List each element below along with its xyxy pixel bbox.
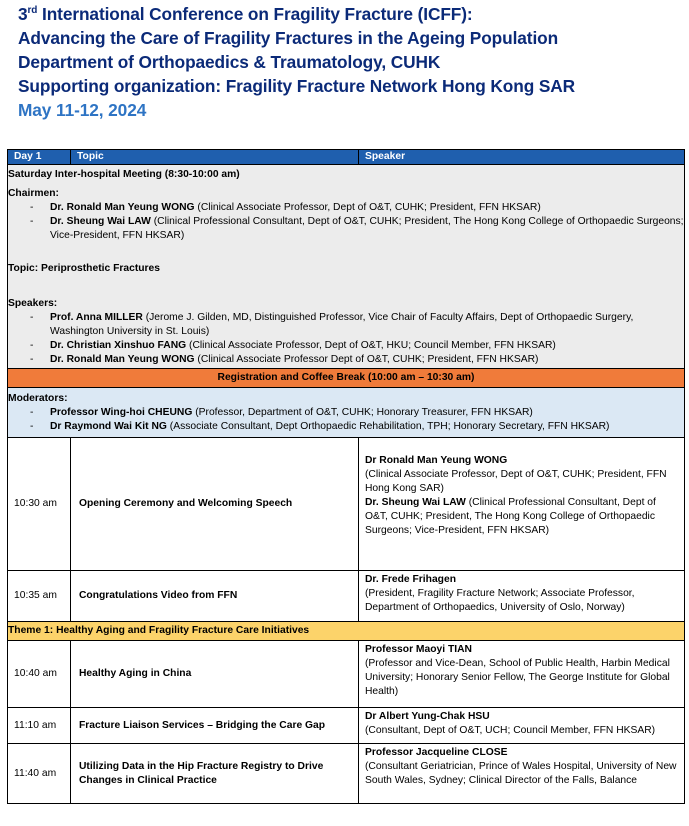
theme-row [8,622,685,641]
session-topic: Opening Ceremony and Welcoming Speech [71,438,359,571]
session-time: 10:40 am [8,641,71,708]
coffee-break-row [8,369,685,388]
inter-hospital-meeting-row [8,165,685,369]
session-speaker: Dr Albert Yung-Chak HSU (Consultant, Dept of O&T, UCH; Council Member, FFN HKSAR) [359,708,685,744]
session-topic: Congratulations Video from FFN [71,571,359,622]
schedule-table [7,149,685,804]
list-item: - Prof. Anna MILLER (Jerome J. Gilden, MD, Distinguished Professor, Vice Chair of Faculty Affairs, Dept of Orthopaedic Surgery, Washington University in St. Louis) [30,312,634,337]
header-topic: Topic [71,150,359,165]
session-row [8,438,685,571]
meeting-topic: Topic: Periprosthetic Fractures [8,263,161,274]
list-item: - Dr Raymond Wai Kit NG (Associate Consultant, Dept Orthopaedic Rehabilitation, TPH; Honorary Secretary, FFN HKSAR) [30,421,610,432]
session-time: 11:10 am [8,708,71,744]
session-speaker: Dr Ronald Man Yeung WONG (Clinical Associate Professor, Dept of O&T, CUHK; President, FFN Hong Kong SAR) Dr. Sheung Wai LAW (Clinical Professional Consultant, Dept of O&T, CUHK; President, The Hong Kong College of Orthopaedic Surgeons; Vice-President, FFN HKSAR) [359,438,685,571]
conference-date: May 11-12, 2024 [18,100,147,120]
session-row [8,744,685,804]
session-row [8,708,685,744]
supporting-org-line: Supporting organization: Fragility Fracture Network Hong Kong SAR [18,76,576,96]
speakers-list [8,311,684,367]
moderators-row [8,388,685,438]
speakers-label: Speakers: [8,298,58,309]
session-topic: Fracture Liaison Services – Bridging the Care Gap [71,708,359,744]
table-header-row [8,150,685,165]
header-day: Day 1 [8,150,71,165]
session-row [8,641,685,708]
department-line: Department of Orthopaedics & Traumatology, CUHK [18,52,441,72]
session-speaker: Professor Maoyi TIAN (Professor and Vice-Dean, School of Public Health, Harbin Medical University; Honorary Senior Fellow, The George Institute for Global Health) [359,641,685,708]
session-topic: Utilizing Data in the Hip Fracture Registry to Drive Changes in Clinical Practice [71,744,359,804]
list-item: - Dr. Sheung Wai LAW (Clinical Professional Consultant, Dept of O&T, CUHK; President, The Hong Kong College of Orthopaedic Surgeons; Vice-President, FFN HKSAR) [30,216,684,241]
document-header [18,2,683,122]
list-item: - Professor Wing-hoi CHEUNG (Professor, Department of O&T, CUHK; Honorary Treasurer, FFN HKSAR) [30,407,533,418]
session-speaker: Professor Jacqueline CLOSE (Consultant Geriatrician, Prince of Wales Hospital, University of New South Wales, Sydney; Clinical Director of the Falls, Balance [359,744,685,804]
moderators-list [8,406,684,434]
list-item: - Dr. Ronald Man Yeung WONG (Clinical Associate Professor Dept of O&T, CUHK; President, FFN HKSAR) [30,354,539,365]
session-topic: Healthy Aging in China [71,641,359,708]
header-speaker: Speaker [359,150,685,165]
session-speaker: Dr. Frede Frihagen (President, Fragility Fracture Network; Associate Professor, Department of Orthopaedics, University of Oslo, Norway) [359,571,685,622]
conference-title: 3rd International Conference on Fragility Fracture (ICFF): [18,4,473,24]
conference-subtitle: Advancing the Care of Fragility Fractures in the Ageing Population [18,28,559,48]
list-item: - Dr. Ronald Man Yeung WONG (Clinical Associate Professor, Dept of O&T, CUHK; President, FFN HKSAR) [30,202,541,213]
list-item: - Dr. Christian Xinshuo FANG (Clinical Associate Professor, Dept of O&T, HKU; Council Member, FFN HKSAR) [30,340,556,351]
coffee-break-label: Registration and Coffee Break (10:00 am – 10:30 am) [8,369,685,388]
moderators-label: Moderators: [8,393,68,404]
session-time: 10:35 am [8,571,71,622]
theme-label: Theme 1: Healthy Aging and Fragility Fracture Care Initiatives [8,622,685,641]
meeting-title: Saturday Inter-hospital Meeting (8:30-10:00 am) [8,169,240,180]
session-time: 10:30 am [8,438,71,571]
chairmen-list [8,201,684,243]
session-row [8,571,685,622]
chairmen-label: Chairmen: [8,188,59,199]
session-time: 11:40 am [8,744,71,804]
